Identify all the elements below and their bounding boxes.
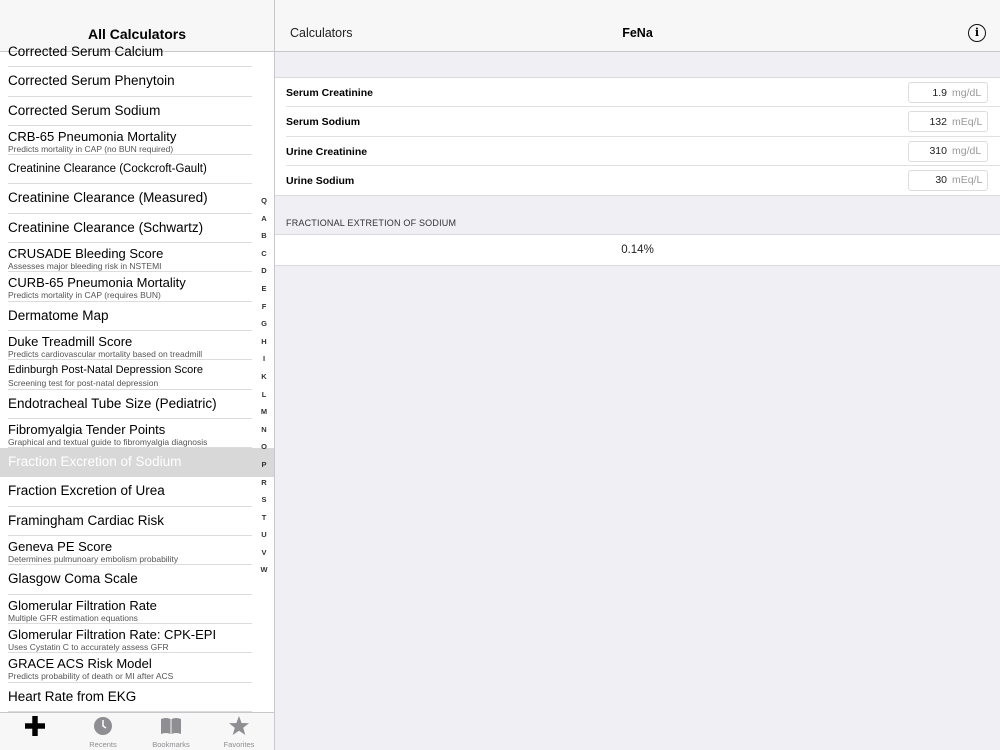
list-item-title: Corrected Serum Sodium <box>8 102 161 118</box>
index-letter-i[interactable]: I <box>262 354 266 364</box>
list-item-subtitle: Graphical and textual guide to fibromyalgia diagnosis <box>8 436 208 447</box>
star-icon <box>228 716 250 736</box>
list-item-title: CRUSADE Bleeding Score <box>8 246 164 262</box>
index-letter-u[interactable]: U <box>261 530 267 540</box>
list-item[interactable] <box>0 507 274 536</box>
input-label: Serum Sodium <box>286 116 361 129</box>
list-item-subtitle: Assesses major bleeding risk in NSTEMI <box>8 261 162 272</box>
input-label: Urine Creatinine <box>286 145 368 158</box>
list-item[interactable] <box>0 67 274 96</box>
input-box <box>908 141 988 162</box>
index-letter-t[interactable]: T <box>261 512 267 522</box>
list-item-subtitle: Determines pulmunoary embolism probability <box>8 554 179 565</box>
list-item[interactable] <box>0 126 274 155</box>
tab-bar <box>0 712 274 750</box>
tab-calculators[interactable] <box>5 716 65 740</box>
list-item[interactable] <box>0 272 274 301</box>
list-item-title: Creatinine Clearance (Schwartz) <box>8 219 204 235</box>
index-letter-k[interactable]: K <box>261 371 267 381</box>
book-icon <box>159 716 183 736</box>
list-item-title: Dermatome Map <box>8 307 109 323</box>
list-item[interactable] <box>0 184 274 213</box>
list-item-title: Heart Rate from EKG <box>8 688 137 704</box>
list-item-title: Creatinine Clearance (Cockcroft-Gault) <box>8 163 207 176</box>
index-letter-p[interactable]: P <box>261 459 267 469</box>
input-field[interactable] <box>909 145 947 157</box>
index-letter-n[interactable]: N <box>261 424 267 434</box>
back-button[interactable]: Calculators <box>290 26 353 40</box>
input-field[interactable] <box>909 174 947 186</box>
input-row <box>275 78 1000 107</box>
input-row <box>275 107 1000 136</box>
list-item[interactable] <box>0 331 274 360</box>
index-letter-g[interactable]: G <box>261 319 267 329</box>
list-item-title: Fibromyalgia Tender Points <box>8 421 166 437</box>
list-item[interactable] <box>0 624 274 653</box>
detail-pane <box>275 0 1000 750</box>
detail-title: FeNa <box>622 26 653 40</box>
list-item-title: Creatinine Clearance (Measured) <box>8 190 208 206</box>
list-item-title: Duke Treadmill Score <box>8 333 133 349</box>
list-item[interactable] <box>0 565 274 594</box>
list-item[interactable] <box>0 97 274 126</box>
list-item[interactable] <box>0 243 274 272</box>
list-item[interactable] <box>0 653 274 682</box>
list-item-title: Glomerular Filtration Rate <box>8 597 157 613</box>
input-unit: mg/dL <box>952 86 982 99</box>
list-item[interactable] <box>0 38 274 67</box>
plus-icon <box>23 716 47 736</box>
list-item-title: Corrected Serum Phenytoin <box>8 73 175 89</box>
list-item-title: Corrected Serum Calcium <box>8 44 164 59</box>
calculator-list[interactable] <box>0 44 274 712</box>
list-item[interactable] <box>0 214 274 243</box>
input-row <box>275 166 1000 195</box>
index-letter-w[interactable]: W <box>260 565 268 575</box>
list-item-title: CURB-65 Pneumonia Mortality <box>8 275 186 291</box>
input-unit: mEq/L <box>952 174 983 187</box>
input-label: Serum Creatinine <box>286 87 373 99</box>
input-field[interactable] <box>909 116 947 128</box>
index-letter-e[interactable]: E <box>261 283 267 293</box>
input-label: Urine Sodium <box>286 174 355 187</box>
list-item-title: Endotracheal Tube Size (Pediatric) <box>8 395 217 411</box>
input-unit: mg/dL <box>952 145 982 158</box>
result-value: 0.14% <box>621 244 654 256</box>
index-letter-a[interactable]: A <box>261 213 267 223</box>
index-letter-b[interactable]: B <box>261 231 267 241</box>
input-box <box>908 82 988 103</box>
list-item[interactable] <box>0 683 274 712</box>
tab-bookmarks[interactable]: Bookmarks <box>141 716 201 749</box>
list-item[interactable] <box>0 302 274 331</box>
section-index-bar[interactable] <box>256 192 272 579</box>
result-group <box>275 234 1000 266</box>
list-item-subtitle: Predicts mortality in CAP (no BUN required) <box>8 143 174 154</box>
index-letter-v[interactable]: V <box>261 547 267 557</box>
index-letter-m[interactable]: M <box>260 407 268 417</box>
list-item-subtitle: Screening test for post-natal depression <box>8 378 159 389</box>
master-title: All Calculators <box>87 26 187 42</box>
index-letter-d[interactable]: D <box>261 266 267 276</box>
clock-icon <box>93 716 113 736</box>
list-item-title: Framingham Cardiac Risk <box>8 512 165 528</box>
list-item[interactable] <box>0 155 274 184</box>
list-item[interactable] <box>0 536 274 565</box>
list-item-title: Glomerular Filtration Rate: CPK-EPI <box>8 626 217 642</box>
list-item[interactable] <box>0 477 274 506</box>
index-letter-h[interactable]: H <box>261 336 267 346</box>
index-letter-r[interactable]: R <box>261 477 267 487</box>
index-letter-l[interactable]: L <box>261 389 267 399</box>
index-letter-s[interactable]: S <box>261 495 267 505</box>
result-header: FRACTIONAL EXTRETION OF SODIUM <box>286 218 457 228</box>
list-item-title: CRB-65 Pneumonia Mortality <box>8 128 177 144</box>
list-item[interactable] <box>0 419 274 448</box>
list-item-subtitle: Uses Cystatin C to accurately assess GFR <box>8 641 169 652</box>
list-item-subtitle: Predicts probability of death or MI after ACS <box>8 671 174 682</box>
index-letter-c[interactable]: C <box>261 248 267 258</box>
list-item-subtitle: Multiple GFR estimation equations <box>8 612 138 623</box>
index-letter-f[interactable]: F <box>261 301 267 311</box>
list-item[interactable] <box>0 360 274 389</box>
list-item-title: Fraction Excretion of Sodium <box>8 454 182 470</box>
inputs-group <box>275 77 1000 196</box>
list-item-title: Edinburgh Post-Natal Depression Score <box>8 364 204 377</box>
list-item-subtitle: Predicts cardiovascular mortality based on treadmill <box>8 348 203 359</box>
index-letter-o[interactable]: O <box>261 442 267 452</box>
tab-favorites[interactable]: Favorites <box>209 716 269 749</box>
list-item[interactable] <box>0 595 274 624</box>
input-box <box>908 170 988 191</box>
input-box <box>908 111 988 132</box>
list-item-title: Fraction Excretion of Urea <box>8 483 165 499</box>
list-item[interactable] <box>0 390 274 419</box>
info-icon[interactable]: i <box>968 24 986 42</box>
detail-nav-bar <box>275 0 1000 52</box>
list-item-subtitle: Predicts mortality in CAP (requires BUN) <box>8 290 161 301</box>
input-unit: mEq/L <box>952 115 983 128</box>
index-search-icon[interactable]: Q <box>261 196 267 205</box>
list-item-title: Glasgow Coma Scale <box>8 571 138 587</box>
list-item-title: GRACE ACS Risk Model <box>8 656 152 672</box>
tab-recents[interactable]: Recents <box>73 716 133 749</box>
master-pane <box>0 0 275 750</box>
input-row <box>275 137 1000 166</box>
input-field[interactable] <box>909 87 947 99</box>
list-item-selected[interactable] <box>0 448 274 477</box>
list-item-title: Geneva PE Score <box>8 539 113 555</box>
